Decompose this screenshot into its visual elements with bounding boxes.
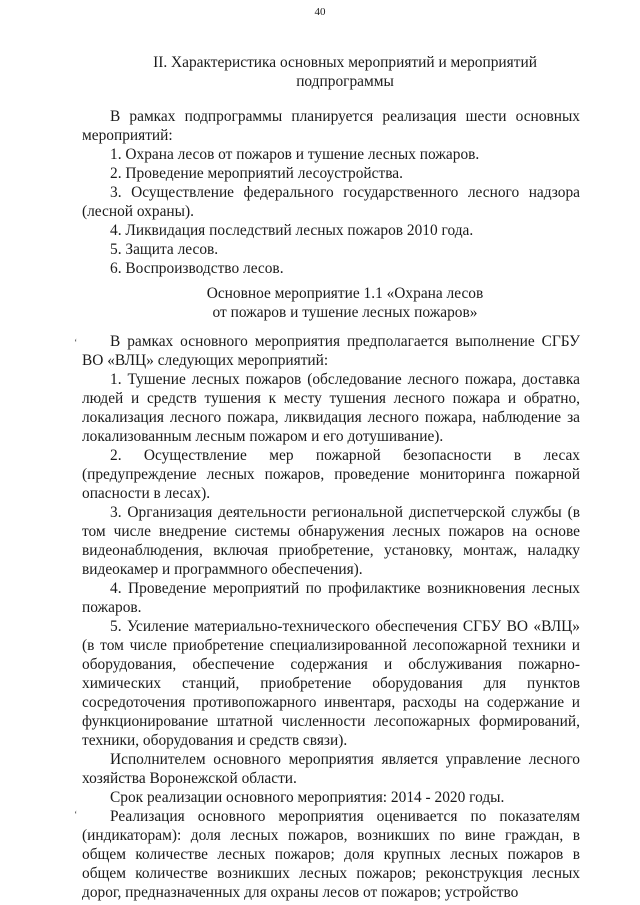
subsection-title-line-1: Основное мероприятие 1.1 «Охрана лесов xyxy=(206,285,484,302)
section-title-line-1: II. Характеристика основных мероприятий и мероприятий xyxy=(153,54,537,71)
subsection-title xyxy=(80,284,610,322)
executor-paragraph: Исполнителем основного мероприятия является управление лесного хозяйства Воронежской области. xyxy=(82,751,580,787)
page-number: 40 xyxy=(314,6,326,18)
main-activity-item: 2. Проведение мероприятий лесоустройства. xyxy=(110,165,403,182)
sub-activity-item: 3. Организация деятельности региональной диспетчерской службы (в том числе внедрение системы обнаружения лесных пожаров на основе видеонаблюдения, включая приобретение, установку, монтаж, наладку видеокамер и программного обеспечения). xyxy=(82,504,580,578)
evaluation-paragraph: Реализация основного мероприятия оценивается по показателям (индикаторам): доля лесных пожаров, возникших по вине граждан, в общем количестве лесных пожаров; доля крупных лесных пожаров в общем количестве возникших лесных пожаров; реконструкция лесных дорог, предназначенных для охраны лесов от пожаров; устройство xyxy=(82,808,580,901)
sub-intro-paragraph: В рамках основного мероприятия предполагается выполнение СГБУ ВО «ВЛЦ» следующих мероприятий: xyxy=(82,333,580,369)
period-paragraph: Срок реализации основного мероприятия: 2014 - 2020 годы. xyxy=(110,789,505,806)
sub-activities-block xyxy=(82,332,580,902)
subsection-title-line-2: от пожаров и тушение лесных пожаров» xyxy=(212,304,478,321)
intro-paragraph: В рамках подпрограммы планируется реализация шести основных мероприятий: xyxy=(82,108,580,144)
sub-activity-item: 2. Осуществление мер пожарной безопасности в лесах (предупреждение лесных пожаров, проведение мониторинга пожарной опасности в лесах). xyxy=(82,447,580,502)
main-activity-item: 5. Защита лесов. xyxy=(110,241,219,258)
main-activity-item: 4. Ликвидация последствий лесных пожаров 2010 года. xyxy=(110,222,474,239)
section-title xyxy=(80,53,610,91)
main-activity-item: 3. Осуществление федерального государственного лесного надзора (лесной охраны). xyxy=(82,184,580,220)
section-title-line-2: подпрограммы xyxy=(296,73,394,90)
sub-activity-item: 4. Проведение мероприятий по профилактике возникновения лесных пожаров. xyxy=(82,580,580,616)
main-activity-item: 1. Охрана лесов от пожаров и тушение лесных пожаров. xyxy=(110,146,480,163)
scan-mark: ‘ xyxy=(74,338,78,349)
main-activity-item: 6. Воспроизводство лесов. xyxy=(110,260,284,277)
scan-mark: ‘ xyxy=(74,810,78,821)
sub-activity-item: 5. Усиление материально-технического обеспечения СГБУ ВО «ВЛЦ» (в том числе приобретение специализированной лесопожарной техники и оборудования, обеспечение содержания и обслуживания пожарно-химических станций, приобретение оборудования для пунктов сосредоточения противопожарного инвентаря, расходы на содержание и функционирование штатной численности лесопожарных формирований, техники, оборудования и средств связи). xyxy=(82,618,580,749)
main-activities-block xyxy=(82,107,580,278)
sub-activity-item: 1. Тушение лесных пожаров (обследование лесного пожара, доставка людей и средств тушения к месту тушения лесного пожара и обратно, локализация лесного пожара, ликвидация лесного пожара, наблюдение за локализованным лесным пожаром и его дотушивание). xyxy=(82,371,580,445)
